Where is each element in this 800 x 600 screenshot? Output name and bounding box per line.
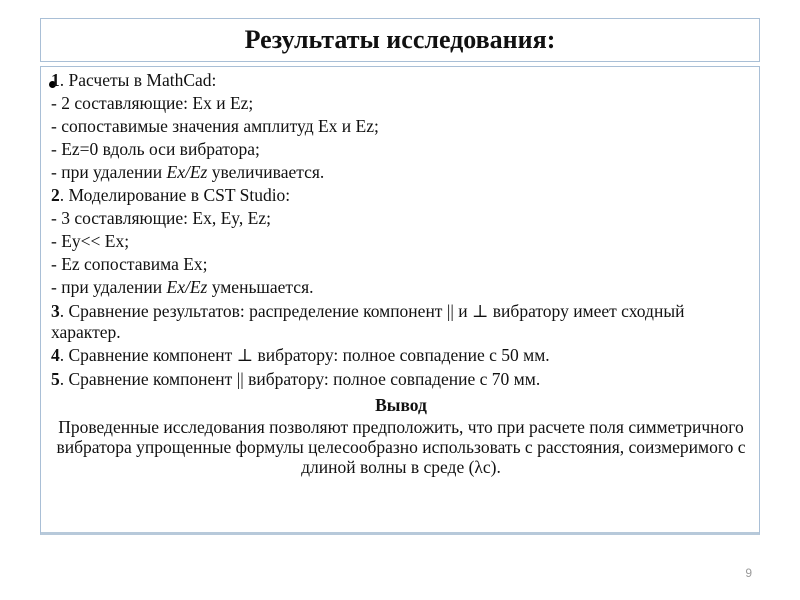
item-text: . Сравнение компонент ⊥ вибратору: полное совпадение с 50 мм. [59,345,550,365]
conclusion-heading: Вывод [375,395,427,415]
item-2 [51,184,751,207]
slide-title: Результаты исследования: [244,25,556,54]
item-text: . Сравнение компонент || вибратору: полное совпадение с 70 мм. [59,369,541,389]
item-2-sub-3: - Ez сопоставима Ex; [51,254,208,274]
item-1-sub-3: - Ez=0 вдоль оси вибратора; [51,139,260,159]
item-4 [51,344,751,367]
conclusion-text: Проведенные исследования позволяют предположить, что при расчете поля симметричного вибратора упрощенные формулы целесообразно использовать с расстояния, соизмеримого с длиной волны в среде (λc). [56,417,746,477]
title-box [40,18,760,62]
item-number: 4 [51,345,60,365]
item-2-sub-1: - 3 составляющие: Ex, Ey, Ez; [51,208,271,228]
item-text: . Сравнение результатов: распределение компонент || и ⊥ вибратору имеет сходный характер. [51,301,685,342]
item-5 [51,368,751,391]
item-3 [51,301,751,343]
item-number: 5 [51,369,60,389]
item-1-sub-4: - при удалении Ex/Ez увеличивается. [51,162,325,182]
results-list [51,69,751,477]
formula: Ex/Ez [166,162,208,182]
item-number: 2 [51,185,60,205]
item-text: . Моделирование в CST Studio: [59,185,291,205]
item-2-sub-2: - Ey<< Ex; [51,231,130,251]
formula: Ex/Ez [166,277,208,297]
item-2-sub-4: - при удалении Ex/Ez уменьшается. [51,277,314,297]
item-1-sub-1: - 2 составляющие: Ex и Ez; [51,93,254,113]
item-text: . Расчеты в MathCad: [59,70,217,90]
item-number: 3 [51,301,60,321]
item-1-sub-2: - сопоставимые значения амплитуд Ex и Ez; [51,116,379,136]
item-1 [51,69,751,92]
item-number: 1 [51,70,60,90]
page-number: 9 [745,566,752,580]
content-box [40,66,760,535]
